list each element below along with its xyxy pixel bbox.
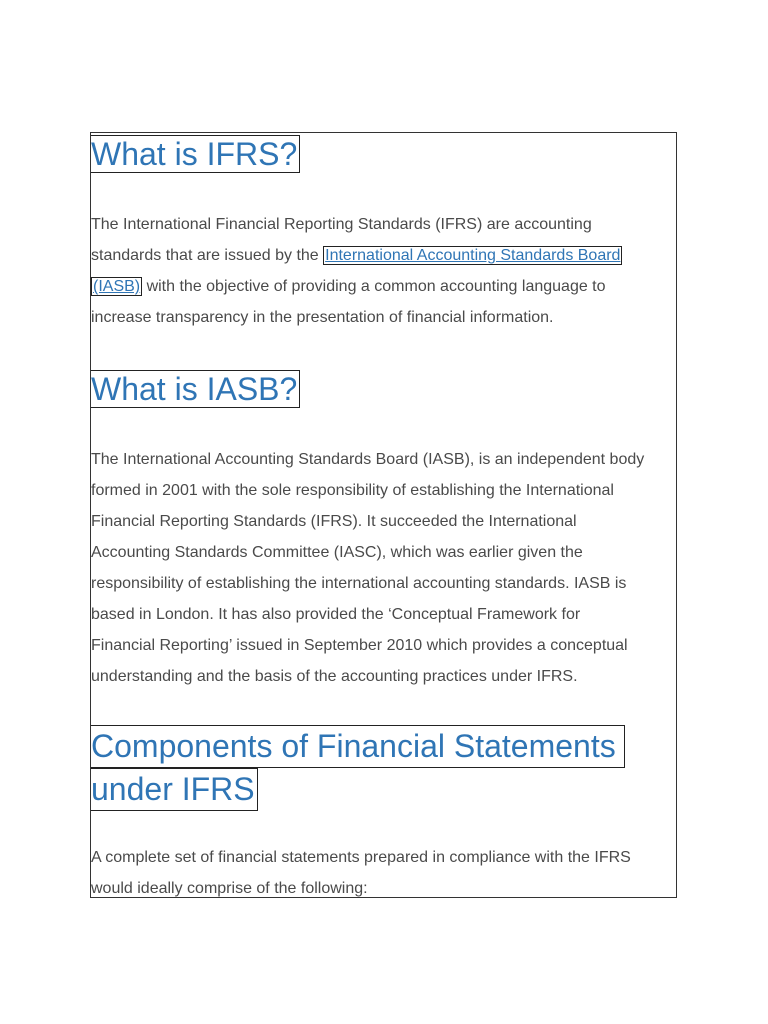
heading-box: Components of Financial Statements (90, 725, 625, 768)
paragraph-line: Financial Reporting Standards (IFRS). It succeeded the International (91, 513, 577, 530)
paragraph-line: increase transparency in the presentation of financial information. (91, 309, 554, 326)
paragraph-line: Accounting Standards Committee (IASC), which was earlier given the (91, 544, 583, 561)
heading-box: What is IFRS? (90, 135, 300, 173)
paragraph-components (91, 842, 677, 898)
paragraph-line: understanding and the basis of the accounting practices under IFRS. (91, 668, 578, 685)
paragraph-line: A complete set of financial statements prepared in compliance with the IFRS (91, 849, 631, 866)
paragraph-text: standards that are issued by the (91, 247, 324, 264)
heading-line (90, 725, 625, 768)
paragraph-ifrs (91, 209, 677, 333)
heading-line (90, 768, 625, 811)
paragraph-line: would ideally comprise of the following: (91, 880, 368, 897)
paragraph-line: formed in 2001 with the sole responsibility of establishing the International (91, 482, 614, 499)
document-page (90, 132, 677, 898)
iasb-link-continued[interactable]: (IASB) (93, 278, 141, 295)
paragraph-line (91, 240, 677, 271)
heading-what-is-iasb (90, 369, 300, 409)
paragraph-iasb (91, 444, 677, 692)
paragraph-line (91, 271, 677, 302)
heading-box: under IFRS (90, 768, 258, 811)
paragraph-line: The International Financial Reporting Standards (IFRS) are accounting (91, 216, 592, 233)
paragraph-line: based in London. It has also provided the ‘Conceptual Framework for (91, 606, 581, 623)
paragraph-text: with the objective of providing a common accounting language to (142, 278, 606, 295)
paragraph-line: The International Accounting Standards Board (IASB), is an independent body (91, 451, 645, 468)
iasb-link[interactable]: International Accounting Standards Board (325, 247, 621, 264)
heading-components (90, 725, 625, 811)
paragraph-line: responsibility of establishing the international accounting standards. IASB is (91, 575, 627, 592)
heading-box: What is IASB? (90, 370, 300, 408)
paragraph-line: Financial Reporting’ issued in September 2010 which provides a conceptual (91, 637, 628, 654)
heading-what-is-ifrs (90, 134, 300, 174)
